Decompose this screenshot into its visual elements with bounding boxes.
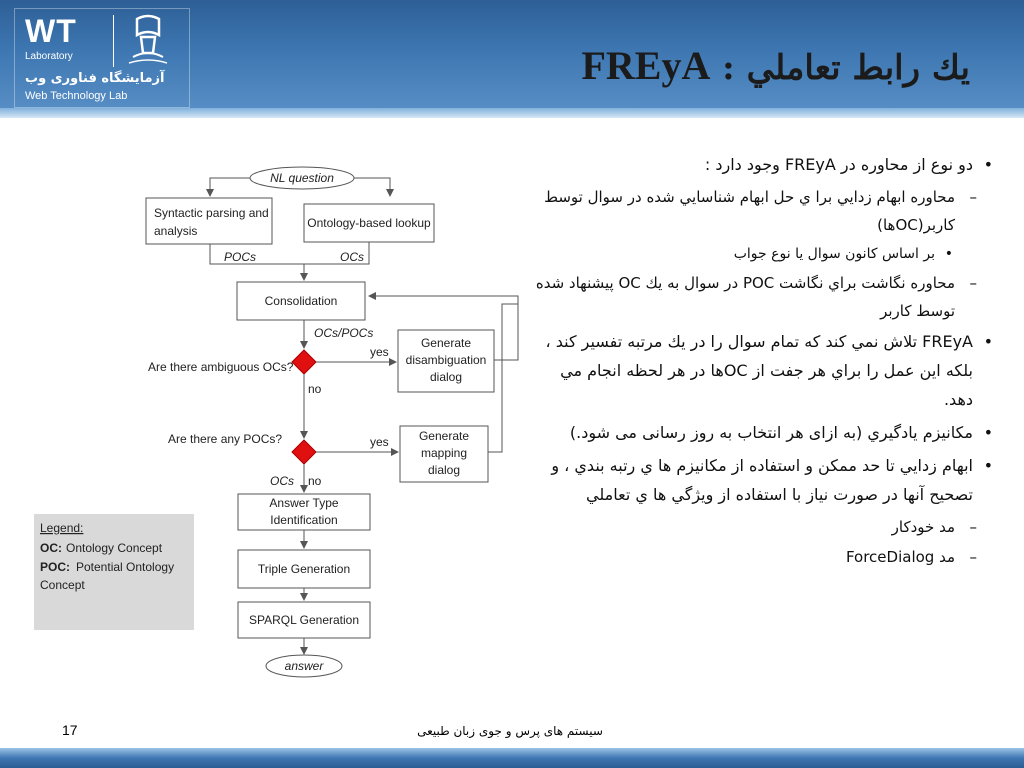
logo-divider bbox=[113, 15, 114, 67]
legend-poc-key: POC: bbox=[40, 560, 70, 574]
bullet-learning: • مكانيزم يادگيري (به ازای هر انتخاب به روز رسانی می شود.) bbox=[528, 418, 993, 447]
ocs-label: OCs bbox=[340, 250, 364, 264]
consolidation-label: Consolidation bbox=[264, 294, 338, 308]
answer-label: answer bbox=[284, 659, 324, 673]
no-label-2: no bbox=[308, 474, 322, 488]
bullet-freya-pairs: • FREyA تلاش نمي كند كه تمام سوال را در يك مرتبه تفسير كند ، بلكه اين عمل را براي هر جفت از OCها در هر لحظه انجام مي دهد. bbox=[528, 327, 993, 414]
sub-bullet-mapping: – محاوره نگاشت براي نگاشت POC در سوال به يك OC پيشنهاد شده توسط كاربر bbox=[528, 269, 993, 325]
header-banner bbox=[0, 0, 1024, 118]
footer-text: سیستم های پرس و جوی زبان طبیعی bbox=[417, 724, 603, 738]
disamb-line1: Generate bbox=[420, 336, 472, 350]
ontology-lookup-label: Ontology-based lookup bbox=[307, 216, 431, 230]
sub-bullet-forcedialog-mode: – مد ForceDialog bbox=[528, 543, 993, 571]
nl-question-label: NL question bbox=[270, 171, 334, 185]
legend-oc-value: Ontology Concept bbox=[66, 541, 163, 555]
ocs-label-2: OCs bbox=[270, 474, 294, 488]
answer-type-line2: Identification bbox=[270, 513, 338, 527]
legend-poc-value-2: Concept bbox=[40, 578, 85, 592]
pocs-label: POCs bbox=[224, 250, 257, 264]
mapping-line2: mapping bbox=[420, 446, 468, 460]
lab-logo bbox=[14, 8, 190, 108]
title-persian: يك رابط تعاملي : bbox=[710, 48, 970, 88]
bottom-bar bbox=[0, 748, 1024, 768]
yes-label-2: yes bbox=[370, 435, 389, 449]
logo-persian-text: آزمایشگاه فناوری وب bbox=[25, 71, 165, 86]
sub-sub-bullet-focus: • بر اساس كانون سوال يا نوع جواب bbox=[528, 241, 993, 267]
university-emblem-icon bbox=[119, 13, 177, 67]
logo-lab-text: Laboratory bbox=[25, 51, 73, 62]
ambiguous-question: Are there ambiguous OCs? bbox=[148, 360, 294, 374]
logo-wt-text: WT bbox=[25, 13, 77, 49]
ambiguous-decision-diamond bbox=[292, 350, 316, 374]
title-freya: FREyA bbox=[581, 43, 711, 88]
pocs-decision-diamond bbox=[292, 440, 316, 464]
logo-english-text: Web Technology Lab bbox=[25, 90, 128, 102]
legend-oc-key: OC: bbox=[40, 541, 62, 555]
pocs-question: Are there any POCs? bbox=[168, 432, 283, 446]
page-number: 17 bbox=[62, 722, 78, 738]
freya-flowchart bbox=[24, 160, 529, 685]
sub-bullet-disambiguation: – محاوره ابهام زدايي برا ي حل ابهام شناسايي شده در سوال توسط كاربر(OCها) bbox=[528, 183, 993, 239]
answer-type-line1: Answer Type bbox=[269, 496, 339, 510]
legend-title: Legend: bbox=[40, 521, 84, 535]
header-stripe bbox=[0, 108, 1024, 118]
syntactic-line1: Syntactic parsing and bbox=[154, 206, 269, 220]
sub-bullet-auto-mode: – مد خودكار bbox=[528, 513, 993, 541]
mapping-line1: Generate bbox=[418, 429, 470, 443]
ocs-pocs-label: OCs/POCs bbox=[314, 326, 374, 340]
legend-poc-value: Potential Ontology bbox=[76, 560, 175, 574]
no-label-1: no bbox=[308, 382, 322, 396]
bullet-dialog-types: • دو نوع از محاوره در FREyA وجود دارد : bbox=[528, 150, 993, 179]
sparql-generation-label: SPARQL Generation bbox=[248, 613, 360, 627]
mapping-line3: dialog bbox=[427, 463, 461, 477]
yes-label-1: yes bbox=[370, 345, 389, 359]
bullet-ranking: • ابهام زدايي تا حد ممكن و استفاده از مكانيزم ها ي رتبه بندي ، و تصحيح آنها در صورت نياز با استفاده از ويژگي ها ي تعاملي bbox=[528, 451, 993, 509]
syntactic-line2: analysis bbox=[154, 224, 198, 238]
disamb-line2: disambiguation bbox=[405, 353, 487, 367]
slide-title bbox=[581, 42, 970, 89]
disamb-line3: dialog bbox=[429, 370, 463, 384]
slide-content bbox=[528, 150, 993, 573]
triple-generation-label: Triple Generation bbox=[257, 562, 351, 576]
